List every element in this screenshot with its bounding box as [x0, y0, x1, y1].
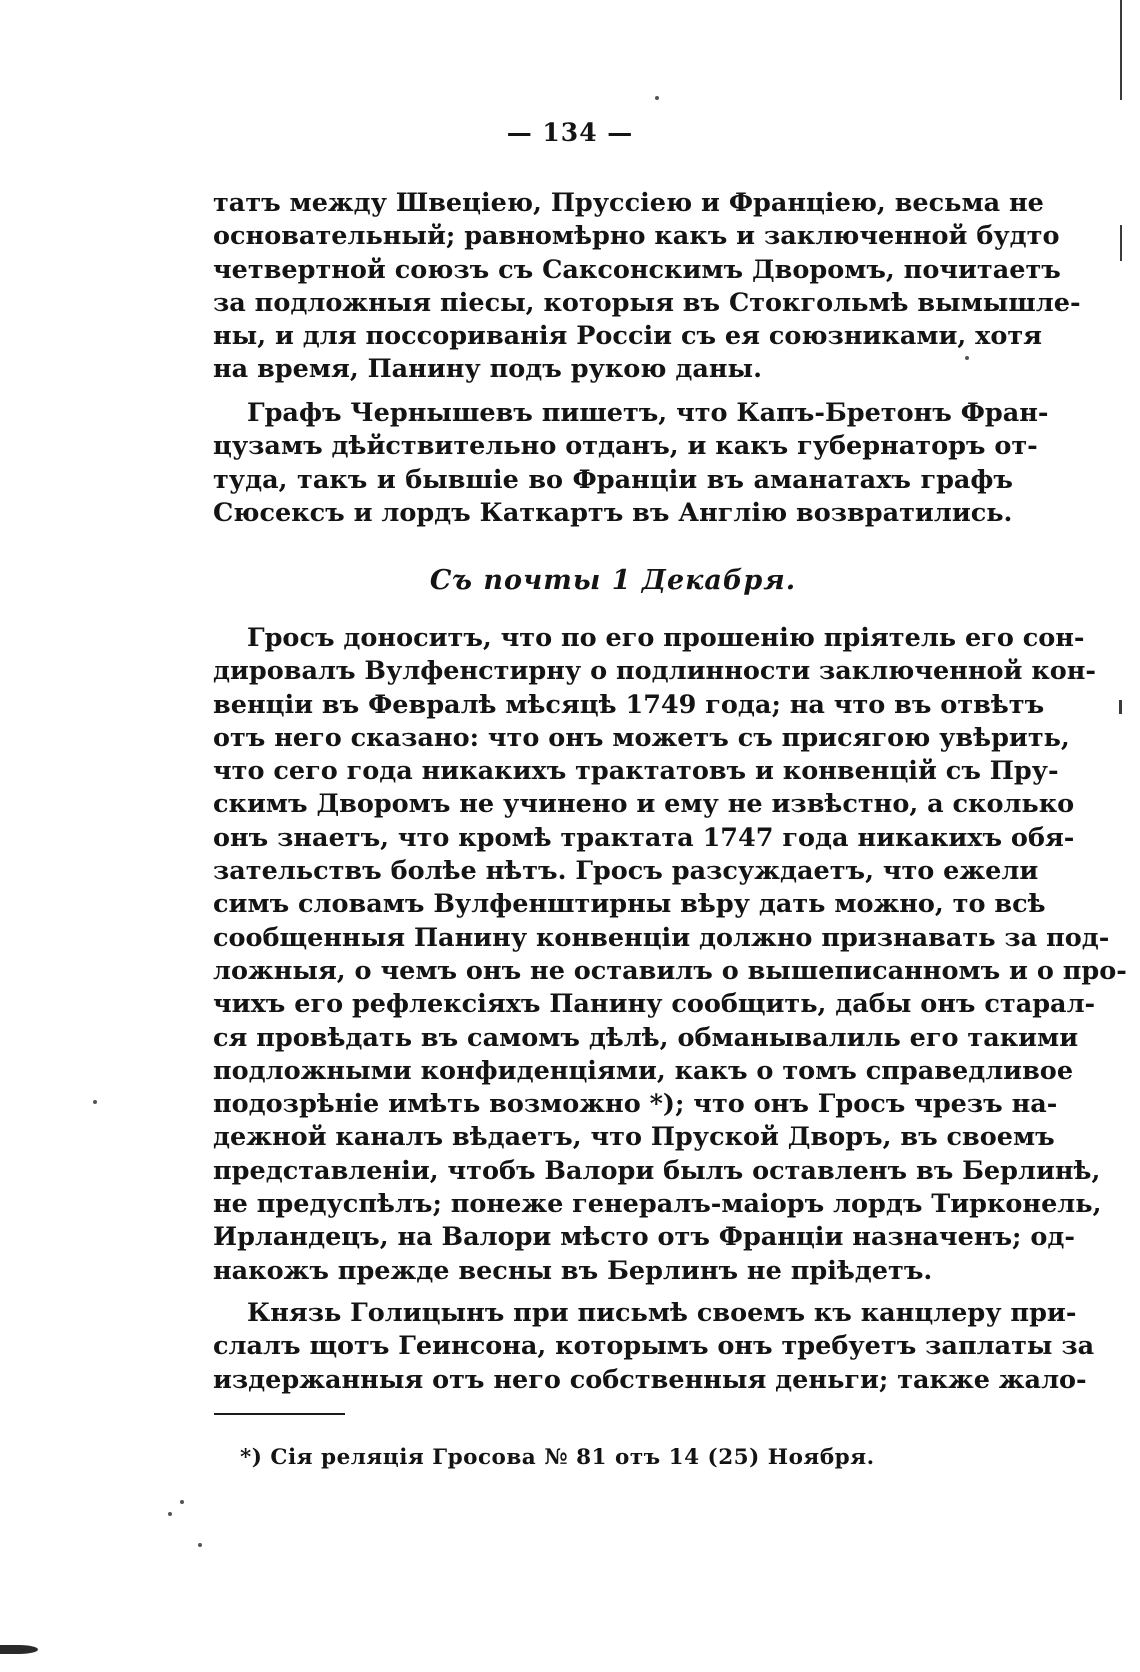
text-line: основательный; равномѣрно какъ и заключенной будто: [213, 221, 1060, 252]
text-line: дежной каналъ вѣдаетъ, что Пруской Дворъ, въ своемъ: [213, 1122, 1055, 1153]
text-line: не предуспѣлъ; понеже генералъ-маіоръ лордъ Тирконель,: [213, 1189, 1102, 1220]
text-line: ся провѣдать въ самомъ дѣлѣ, обманывалиль его такими: [213, 1022, 1079, 1053]
text-line: цузамъ дѣйствительно отданъ, и какъ губернаторъ от-: [213, 431, 1038, 462]
page-edge-mark: [1120, 225, 1122, 261]
text-line: Князь Голицынъ при письмѣ своемъ къ канцлеру при-: [247, 1298, 1077, 1328]
text-line: онъ знаетъ, что кромѣ трактата 1747 года никакихъ обя-: [213, 822, 1075, 853]
scan-speck: [180, 1500, 184, 1504]
text-line: сообщенныя Панину конвенціи должно признавать за под-: [213, 922, 1110, 953]
text-line: слалъ щотъ Геинсона, которымъ онъ требуетъ заплаты за: [213, 1331, 1095, 1362]
footnote-rule: [214, 1413, 345, 1415]
text-line: на время, Панину подъ рукою даны.: [213, 354, 762, 385]
text-line: Ирландецъ, на Валори мѣсто отъ Франціи назначенъ; од-: [213, 1222, 1075, 1253]
text-line: Графъ Чернышевъ пишетъ, что Капъ-Бретонъ Фран-: [247, 398, 1049, 428]
scan-smudge: [0, 1645, 38, 1654]
footnote: *) Сія реляція Гросова № 81 отъ 14 (25) Ноября.: [240, 1445, 875, 1470]
text-line: чихъ его рефлексіяхъ Панину сообщить, дабы онъ старал-: [213, 989, 1096, 1020]
text-line: татъ между Швеціею, Пруссіею и Франціею, весьма не: [213, 188, 1044, 218]
text-line: Гросъ доноситъ, что по его прошенію пріятель его сон-: [247, 623, 1085, 653]
text-line: скимъ Дворомъ не учинено и ему не извѣстно, а сколько: [213, 789, 1075, 820]
text-line: ложныя, о чемъ онъ не оставилъ о вышеписанномъ и о про-: [213, 955, 1127, 986]
text-line: венціи въ Февралѣ мѣсяцѣ 1749 года; на что въ отвѣтъ: [213, 689, 1045, 720]
text-line: четвертной союзъ съ Саксонскимъ Дворомъ, почитаетъ: [213, 254, 1061, 285]
text-line: симъ словамъ Вулфенштирны вѣру дать можно, то всѣ: [213, 889, 1046, 920]
scan-speck: [198, 1543, 202, 1547]
text-line: ны, и для поссориванія Россіи съ ея союзниками, хотя: [213, 321, 1043, 352]
text-line: туда, такъ и бывшіе во Франціи въ аманатахъ графъ: [213, 464, 1013, 495]
page-number: — 134 —: [506, 118, 634, 147]
text-line: что сего года никакихъ трактатовъ и конвенцій съ Пру-: [213, 756, 1059, 787]
section-heading: Съ почты 1 Декабря.: [429, 565, 797, 596]
paragraph: [213, 187, 1081, 387]
text-line: зательствъ болѣе нѣтъ. Гросъ разсуждаетъ, что ежели: [213, 856, 1039, 887]
page-edge-mark: [1120, 0, 1122, 100]
text-line: за подложныя піесы, которыя въ Стокгольмѣ вымышле-: [213, 287, 1081, 318]
page-edge-mark: [1119, 700, 1122, 714]
text-line: дировалъ Вулфенстирну о подлинности заключенной кон-: [213, 656, 1097, 687]
text-line: подложными конфиденціями, какъ о томъ справедливое: [213, 1055, 1074, 1086]
text-line: издержанныя отъ него собственныя деньги; также жало-: [213, 1364, 1087, 1395]
paragraph: [213, 1297, 1095, 1397]
scan-speck: [93, 1100, 97, 1104]
paragraph: [213, 622, 1127, 1288]
scan-speck: [168, 1512, 172, 1516]
scan-speck: [965, 356, 969, 360]
text-line: подозрѣніе имѣть возможно *); что онъ Гросъ чрезъ на-: [213, 1089, 1058, 1120]
text-line: представленіи, чтобъ Валори былъ оставленъ въ Берлинѣ,: [213, 1155, 1101, 1186]
scan-speck: [655, 96, 659, 100]
text-line: Сюсексъ и лордъ Каткартъ въ Англію возвратились.: [213, 497, 1013, 528]
paragraph: [213, 397, 1049, 530]
text-line: накожъ прежде весны въ Берлинъ не пріѣдетъ.: [213, 1255, 933, 1286]
text-line: отъ него сказано: что онъ можетъ съ присягою увѣрить,: [213, 722, 1070, 753]
